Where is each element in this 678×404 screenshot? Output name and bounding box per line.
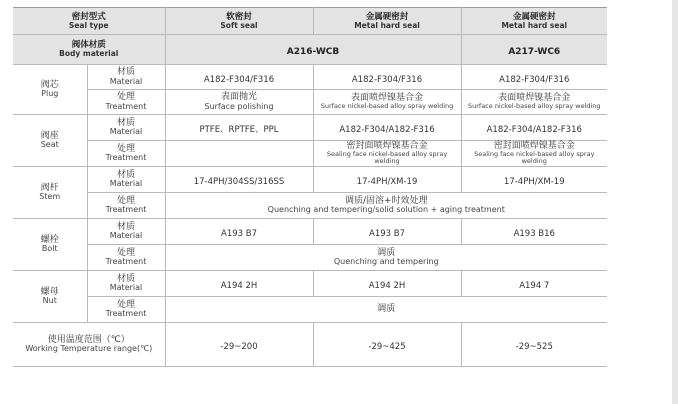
stem-treatment-row — [13, 193, 607, 219]
temperature-metal: -29~425 — [313, 323, 461, 367]
plug-treatment-metal: 表面喷焊镍基合金 Surface nickel-based alloy spray welding — [313, 90, 461, 115]
bolt-material-wc6: A193 B16 — [461, 219, 607, 245]
part-plug: 阀芯 Plug — [13, 65, 87, 115]
seat-material-wc6: A182-F304/A182-F316 — [461, 115, 607, 141]
seat-material-soft: PTFE、RPTFE、PPL — [165, 115, 313, 141]
nut-treatment-all: 调质 — [165, 297, 607, 323]
bolt-treatment-all: 调质 Quenching and tempering — [165, 245, 607, 271]
stem-material-row — [13, 167, 607, 193]
stem-material-wc6: 17-4PH/XM-19 — [461, 167, 607, 193]
seat-material-row — [13, 115, 607, 141]
plug-material-row — [13, 65, 607, 90]
nut-treatment-row — [13, 297, 607, 323]
part-nut: 螺母 Nut — [13, 271, 87, 323]
temperature-row — [13, 323, 607, 367]
nut-material-soft: A194 2H — [165, 271, 313, 297]
material-label: 材质 Material — [87, 65, 165, 90]
plug-material-soft: A182-F304/F316 — [165, 65, 313, 90]
stem-material-soft: 17-4PH/304SS/316SS — [165, 167, 313, 193]
valve-material-table — [13, 7, 607, 367]
material-label: 材质 Material — [87, 115, 165, 141]
treatment-label: 处理 Treatment — [87, 297, 165, 323]
plug-material-wc6: A182-F304/F316 — [461, 65, 607, 90]
grade-wcb-header: A216-WCB — [165, 35, 461, 65]
soft-seal-header: 软密封 Soft seal — [165, 8, 313, 35]
seat-treatment-wc6: 密封面喷焊镍基合金 Sealing face nickel-based alloy spray welding — [461, 141, 607, 167]
metal-seal-header: 金属硬密封 Metal hard seal — [313, 8, 461, 35]
material-label: 材质 Material — [87, 219, 165, 245]
bolt-material-soft: A193 B7 — [165, 219, 313, 245]
seat-treatment-row — [13, 141, 607, 167]
stem-treatment-all: 调质/固溶+时效处理 Quenching and tempering/solid solution + aging treatment — [165, 193, 607, 219]
part-stem: 阀杆 Stem — [13, 167, 87, 219]
body-material-header: 阀体材质 Body material — [13, 35, 165, 65]
nut-material-row — [13, 271, 607, 297]
nut-material-wc6: A194 7 — [461, 271, 607, 297]
stem-material-metal: 17-4PH/XM-19 — [313, 167, 461, 193]
treatment-label: 处理 Treatment — [87, 141, 165, 167]
seat-treatment-metal: 密封面喷焊镍基合金 Sealing face nickel-based alloy spray welding — [313, 141, 461, 167]
treatment-label: 处理 Treatment — [87, 245, 165, 271]
header-row-body-material — [13, 35, 607, 65]
part-seat: 阀座 Seat — [13, 115, 87, 167]
metal-seal-header-wc6: 金属硬密封 Metal hard seal — [461, 8, 607, 35]
bolt-treatment-row — [13, 245, 607, 271]
grade-wc6-header: A217-WC6 — [461, 35, 607, 65]
material-label: 材质 Material — [87, 167, 165, 193]
bolt-material-row — [13, 219, 607, 245]
plug-treatment-wc6: 表面喷焊镍基合金 Surface nickel-based alloy spray welding — [461, 90, 607, 115]
treatment-label: 处理 Treatment — [87, 90, 165, 115]
nut-material-metal: A194 2H — [313, 271, 461, 297]
part-bolt: 螺栓 Bolt — [13, 219, 87, 271]
seat-material-metal: A182-F304/A182-F316 — [313, 115, 461, 141]
plug-treatment-row — [13, 90, 607, 115]
temperature-wc6: -29~525 — [461, 323, 607, 367]
plug-material-metal: A182-F304/F316 — [313, 65, 461, 90]
header-row-seal-type — [13, 8, 607, 35]
bolt-material-metal: A193 B7 — [313, 219, 461, 245]
seal-type-header: 密封型式 Seal type — [13, 8, 165, 35]
material-label: 材质 Material — [87, 271, 165, 297]
plug-treatment-soft: 表面抛光 Surface polishing — [165, 90, 313, 115]
page-edge-bar — [672, 0, 678, 404]
treatment-label: 处理 Treatment — [87, 193, 165, 219]
seat-treatment-soft — [165, 141, 313, 167]
temperature-label: 使用温度范围（℃） Working Temperature range(℃) — [13, 323, 165, 367]
temperature-soft: -29~200 — [165, 323, 313, 367]
